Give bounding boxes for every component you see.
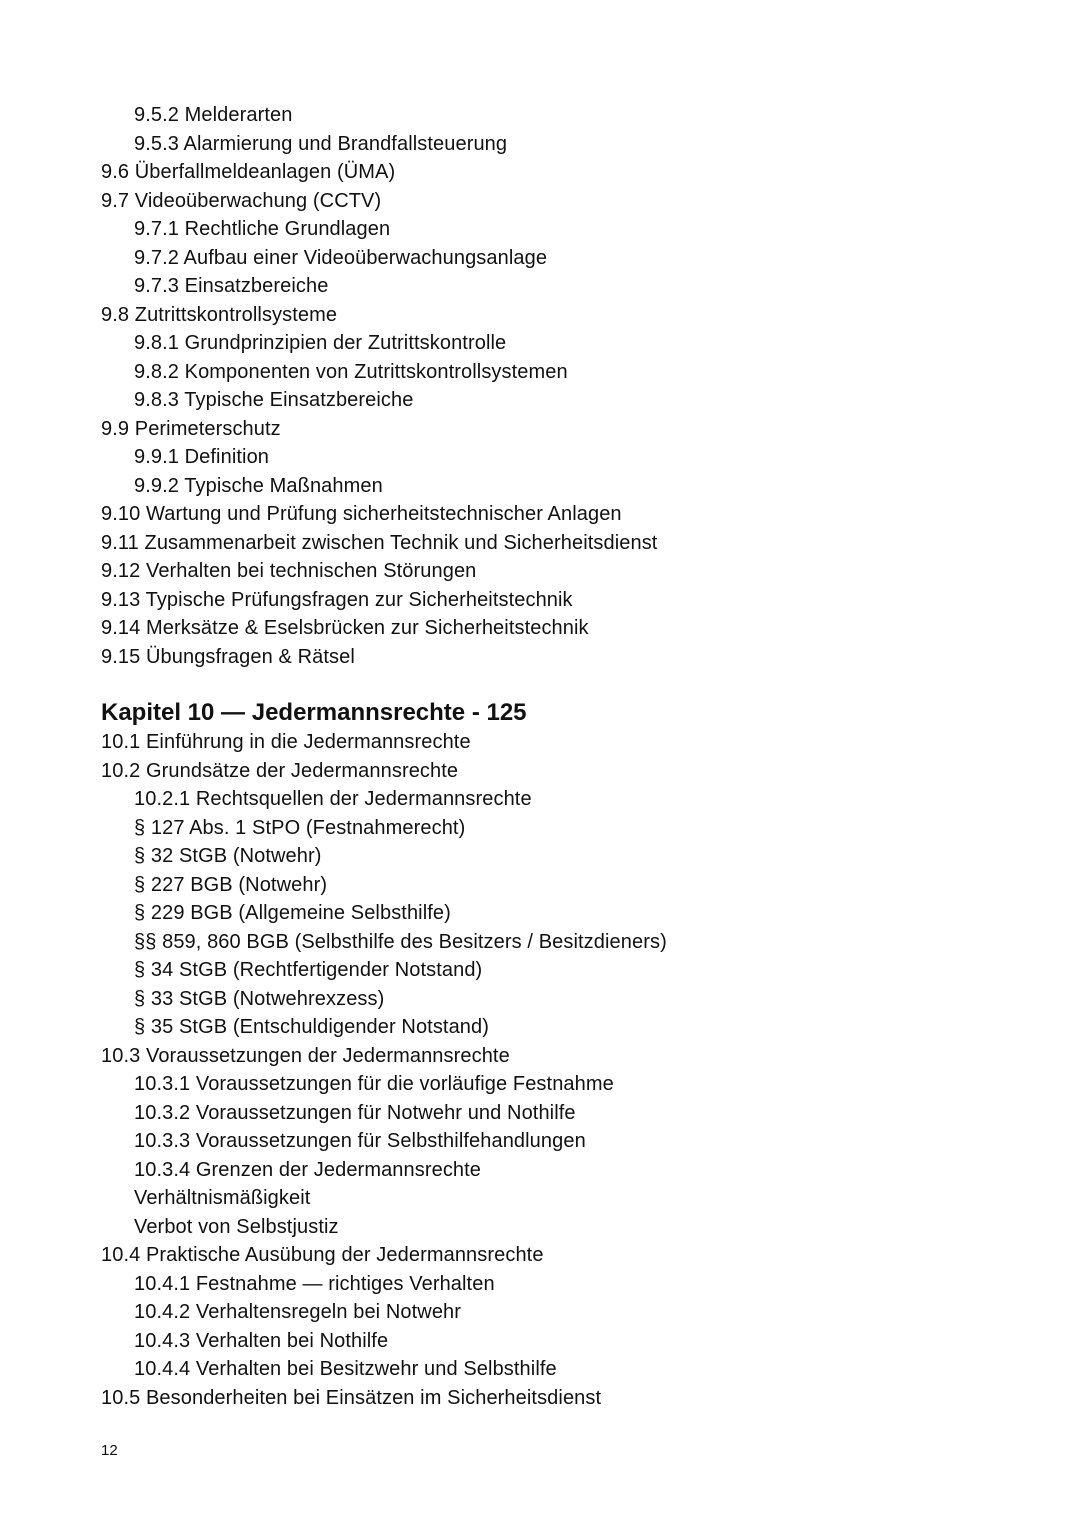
- toc-subentry: 9.8.1 Grundprinzipien der Zutrittskontrolle: [134, 332, 507, 354]
- toc-entry: 9.8 Zutrittskontrollsysteme: [101, 303, 338, 326]
- toc-subentry: 9.9.1 Definition: [134, 446, 270, 468]
- toc-subentry: 10.4.4 Verhalten bei Besitzwehr und Selbsthilfe: [134, 1358, 557, 1380]
- toc-subentry: § 34 StGB (Rechtfertigender Notstand): [134, 959, 483, 981]
- toc-subentry: 10.4.1 Festnahme — richtiges Verhalten: [134, 1272, 495, 1295]
- toc-subentry: § 229 BGB (Allgemeine Selbsthilfe): [134, 902, 451, 924]
- toc-subentry: 10.2.1 Rechtsquellen der Jedermannsrechte: [134, 788, 532, 810]
- toc-entry: 10.1 Einführung in die Jedermannsrechte: [101, 731, 471, 753]
- toc-subentry: 9.7.3 Einsatzbereiche: [134, 275, 329, 297]
- toc-section-chapter-10: [101, 728, 1041, 1412]
- toc-entry: 9.10 Wartung und Prüfung sicherheitstechnischer Anlagen: [101, 503, 622, 525]
- toc-subentry: 9.5.2 Melderarten: [134, 104, 293, 126]
- toc-subentry: 10.3.4 Grenzen der Jedermannsrechte: [134, 1158, 482, 1181]
- toc-subentry: 10.3.2 Voraussetzungen für Notwehr und Nothilfe: [134, 1101, 576, 1124]
- toc-subentry: § 35 StGB (Entschuldigender Notstand): [134, 1016, 490, 1038]
- toc-entry: 9.6 Überfallmeldeanlagen (ÜMA): [101, 161, 396, 183]
- toc-entry: 9.11 Zusammenarbeit zwischen Technik und Sicherheitsdienst: [101, 531, 658, 554]
- toc-subentry: 9.8.2 Komponenten von Zutrittskontrollsystemen: [134, 360, 568, 383]
- toc-entry: 9.9 Perimeterschutz: [101, 417, 281, 440]
- toc-subentry: Verbot von Selbstjustiz: [134, 1215, 339, 1238]
- toc-entry: 10.4 Praktische Ausübung der Jedermannsrechte: [101, 1244, 544, 1266]
- toc-subentry: Verhältnismäßigkeit: [134, 1187, 311, 1209]
- toc-entry: 9.15 Übungsfragen & Rätsel: [101, 645, 355, 668]
- toc-subentry: § 32 StGB (Notwehr): [134, 845, 322, 867]
- toc-entry: 10.2 Grundsätze der Jedermannsrechte: [101, 759, 459, 782]
- toc-subentry: 9.8.3 Typische Einsatzbereiche: [134, 389, 414, 411]
- toc-entry: 9.13 Typische Prüfungsfragen zur Sicherheitstechnik: [101, 588, 573, 611]
- toc-subentry: § 227 BGB (Notwehr): [134, 873, 328, 896]
- chapter-heading: Kapitel 10 — Jedermannsrechte - 125: [101, 699, 527, 726]
- toc-entry: 9.7 Videoüberwachung (CCTV): [101, 189, 382, 212]
- page-number: 12: [101, 1442, 118, 1459]
- toc-subentry: 9.7.1 Rechtliche Grundlagen: [134, 218, 391, 240]
- toc-subentry: § 33 StGB (Notwehrexzess): [134, 987, 385, 1010]
- toc-subentry: 10.4.3 Verhalten bei Nothilfe: [134, 1329, 389, 1352]
- toc-section-chapter-9: [101, 101, 1041, 671]
- toc-subentry: 10.3.1 Voraussetzungen für die vorläufige Festnahme: [134, 1073, 614, 1095]
- toc-subentry: 9.7.2 Aufbau einer Videoüberwachungsanlage: [134, 246, 548, 269]
- toc-subentry: §§ 859, 860 BGB (Selbsthilfe des Besitzers / Besitzdieners): [134, 930, 667, 953]
- toc-entry: 9.12 Verhalten bei technischen Störungen: [101, 560, 477, 582]
- toc-subentry: 10.3.3 Voraussetzungen für Selbsthilfehandlungen: [134, 1130, 586, 1152]
- toc-entry: 10.3 Voraussetzungen der Jedermannsrechte: [101, 1044, 510, 1067]
- toc-entry: 9.14 Merksätze & Eselsbrücken zur Sicherheitstechnik: [101, 617, 589, 639]
- toc-subentry: 9.5.3 Alarmierung und Brandfallsteuerung: [134, 132, 508, 155]
- toc-subentry: § 127 Abs. 1 StPO (Festnahmerecht): [134, 816, 466, 839]
- toc-subentry: 9.9.2 Typische Maßnahmen: [134, 474, 383, 497]
- toc-entry: 10.5 Besonderheiten bei Einsätzen im Sicherheitsdienst: [101, 1386, 602, 1409]
- toc-subentry: 10.4.2 Verhaltensregeln bei Notwehr: [134, 1301, 462, 1323]
